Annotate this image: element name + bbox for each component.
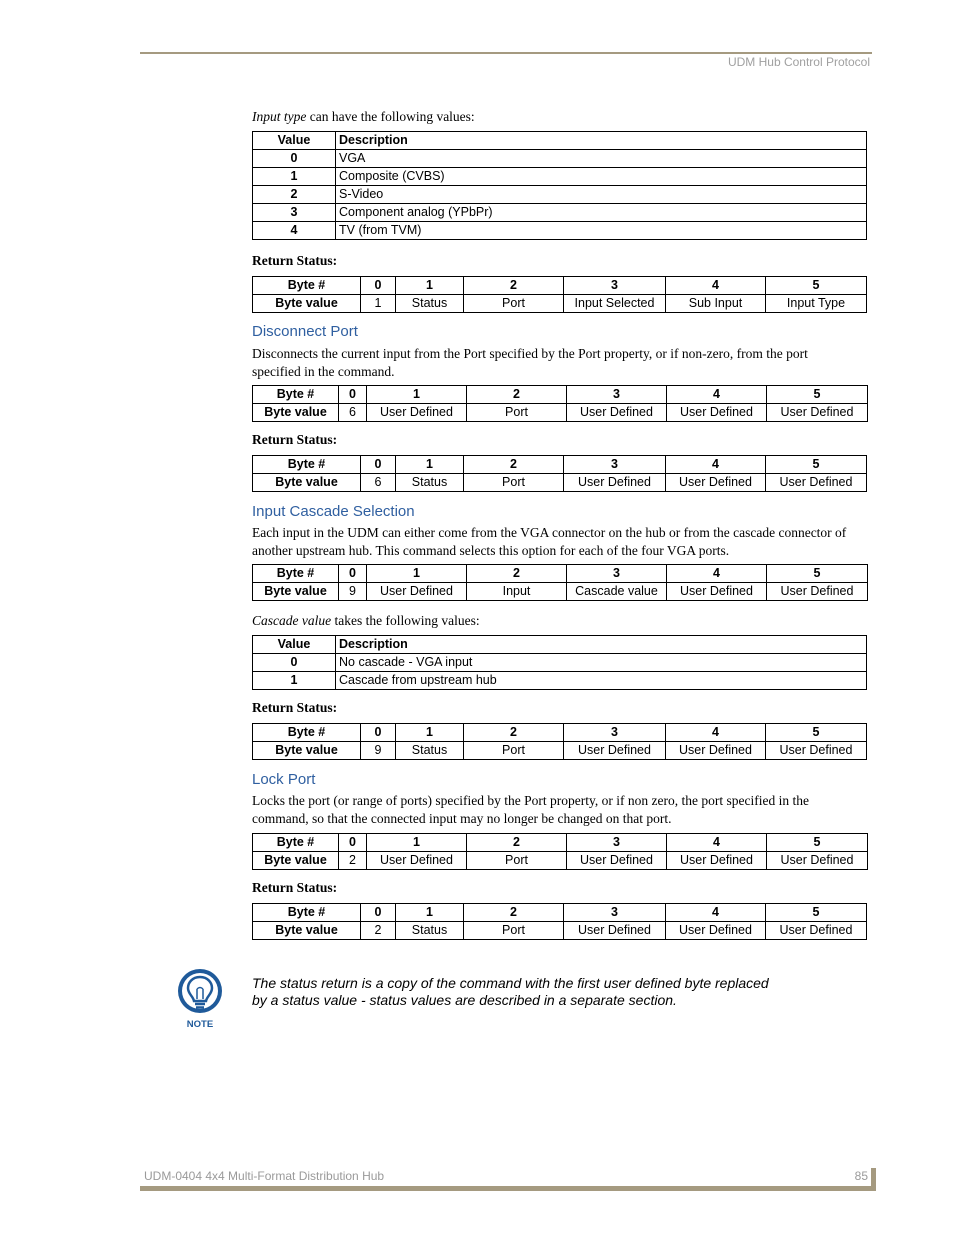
disconnect-description	[252, 345, 868, 380]
table-cell: 4	[666, 277, 766, 295]
byte-number-row	[253, 386, 868, 404]
header-rule	[140, 52, 872, 54]
table-cell: 5	[767, 565, 868, 583]
table-cell: 3	[567, 386, 667, 404]
table-cell: Sub Input	[666, 295, 766, 313]
table-row	[253, 186, 867, 204]
table-cell: User Defined	[766, 922, 867, 940]
table-cell: Byte value	[253, 474, 361, 492]
footer-rule	[140, 1186, 876, 1191]
table-cell: Byte #	[253, 724, 361, 742]
table-cell: 3	[564, 456, 666, 474]
cascade-value-table	[252, 635, 867, 690]
table-cell: S-Video	[336, 186, 867, 204]
cascade-command-table	[252, 564, 868, 601]
byte-value-row	[253, 295, 867, 313]
byte-value-row	[253, 404, 868, 422]
table-cell: No cascade - VGA input	[336, 654, 867, 672]
table-cell: 0	[339, 834, 367, 852]
table-cell: 2	[467, 834, 567, 852]
lightbulb-note-icon	[176, 968, 224, 1030]
table-cell: 3	[567, 834, 667, 852]
byte-number-row	[253, 565, 868, 583]
table-cell: User Defined	[666, 922, 766, 940]
table-cell: Byte #	[253, 904, 361, 922]
description-line: Each input in the UDM can either come from the VGA connector on the hub or from the cascade connector of	[252, 525, 847, 540]
header-title: UDM Hub Control Protocol	[727, 55, 870, 69]
table-cell: 1	[367, 386, 467, 404]
input-type-intro	[252, 108, 868, 126]
table-cell: Port	[467, 852, 567, 870]
table-cell: 1	[253, 672, 336, 690]
table-cell: 0	[361, 456, 396, 474]
byte-number-row	[253, 456, 867, 474]
table-cell: 3	[567, 565, 667, 583]
table-row	[253, 654, 867, 672]
table-cell: 0	[361, 724, 396, 742]
table-cell: 3	[564, 724, 666, 742]
table-cell: 1	[396, 724, 464, 742]
description-line: another upstream hub. This command selects this option for each of the four VGA ports.	[252, 542, 730, 558]
table-cell: User Defined	[766, 474, 867, 492]
table-cell: 4	[253, 222, 336, 240]
table-header-cell: Value	[253, 132, 336, 150]
table-header-row	[253, 636, 867, 654]
lock-return-table	[252, 903, 867, 940]
table-cell: 3	[564, 277, 666, 295]
table-cell: Status	[396, 295, 464, 313]
disconnect-return-table	[252, 455, 867, 492]
table-cell: Byte #	[253, 456, 361, 474]
table-cell: 4	[667, 565, 767, 583]
byte-value-row	[253, 583, 868, 601]
table-cell: Byte value	[253, 852, 339, 870]
lock-description	[252, 792, 868, 827]
table-cell: Port	[464, 295, 564, 313]
table-cell: User Defined	[666, 474, 766, 492]
table-cell: VGA	[336, 150, 867, 168]
table-cell: 3	[253, 204, 336, 222]
cascade-value-intro	[252, 612, 868, 630]
table-cell: Status	[396, 922, 464, 940]
input-type-term: Input type	[252, 109, 307, 124]
table-cell: 6	[361, 474, 396, 492]
table-cell: 5	[766, 904, 867, 922]
table-cell: 3	[564, 904, 666, 922]
table-cell: User Defined	[766, 742, 867, 760]
return-status-label: Return Status:	[252, 880, 338, 895]
input-type-table	[252, 131, 867, 240]
table-cell: TV (from TVM)	[336, 222, 867, 240]
note-line: by a status value - status values are described in a separate section.	[252, 992, 677, 1008]
table-cell: User Defined	[667, 583, 767, 601]
table-cell: Status	[396, 742, 464, 760]
table-cell: Byte value	[253, 922, 361, 940]
table-header-cell: Description	[336, 132, 867, 150]
table-cell: 0	[253, 654, 336, 672]
table-cell: 1	[396, 277, 464, 295]
description-line: Locks the port (or range of ports) specified by the Port property, or if non zero, the port specified in the	[252, 793, 809, 808]
footer-document-title: UDM-0404 4x4 Multi-Format Distribution Hub	[144, 1169, 385, 1183]
table-cell: Input	[467, 583, 567, 601]
table-cell: 2	[361, 922, 396, 940]
table-cell: Byte #	[253, 565, 339, 583]
note-line: The status return is a copy of the command with the first user defined byte replaced	[252, 975, 769, 991]
table-cell: Status	[396, 474, 464, 492]
table-cell: Port	[464, 474, 564, 492]
byte-number-row	[253, 834, 868, 852]
cascade-value-intro-rest: takes the following values:	[331, 613, 480, 628]
table-cell: 2	[464, 277, 564, 295]
table-cell: 2	[467, 386, 567, 404]
table-cell: 4	[667, 834, 767, 852]
return-status-table	[252, 276, 867, 313]
table-cell: 9	[361, 742, 396, 760]
table-cell: Component analog (YPbPr)	[336, 204, 867, 222]
table-cell: 5	[767, 386, 868, 404]
section-title-input-cascade: Input Cascade Selection	[252, 503, 415, 520]
return-status-label: Return Status:	[252, 700, 338, 715]
note-text	[252, 975, 812, 1009]
table-cell: 1	[253, 168, 336, 186]
table-cell: 0	[253, 150, 336, 168]
byte-value-row	[253, 742, 867, 760]
table-cell: Composite (CVBS)	[336, 168, 867, 186]
table-cell: 9	[339, 583, 367, 601]
description-line: specified in the command.	[252, 363, 395, 379]
table-cell: 2	[339, 852, 367, 870]
cascade-description	[252, 524, 868, 559]
table-cell: 0	[339, 386, 367, 404]
table-header-cell: Description	[336, 636, 867, 654]
table-cell: Input Selected	[564, 295, 666, 313]
table-cell: Byte value	[253, 404, 339, 422]
section-title-lock-port: Lock Port	[252, 771, 316, 788]
table-cell: Port	[464, 922, 564, 940]
table-cell: User Defined	[767, 404, 868, 422]
table-row	[253, 222, 867, 240]
table-row	[253, 168, 867, 186]
table-cell: 6	[339, 404, 367, 422]
table-cell: User Defined	[367, 404, 467, 422]
table-header-row	[253, 132, 867, 150]
table-cell: User Defined	[667, 404, 767, 422]
table-cell: 4	[666, 724, 766, 742]
table-cell: 1	[367, 834, 467, 852]
table-cell: 0	[361, 904, 396, 922]
description-line: Disconnects the current input from the Port specified by the Port property, or if non-zero, from the port	[252, 346, 808, 361]
table-cell: User Defined	[567, 852, 667, 870]
table-cell: 4	[666, 456, 766, 474]
table-cell: Byte value	[253, 295, 361, 313]
table-row	[253, 204, 867, 222]
table-cell: 5	[766, 277, 867, 295]
table-cell: Byte value	[253, 742, 361, 760]
table-cell: Byte #	[253, 277, 361, 295]
input-type-intro-rest: can have the following values:	[306, 109, 475, 124]
lock-command-table	[252, 833, 868, 870]
table-cell: User Defined	[767, 583, 868, 601]
table-cell: 2	[464, 724, 564, 742]
table-cell: Byte #	[253, 834, 339, 852]
disconnect-command-table	[252, 385, 868, 422]
table-cell: 1	[396, 904, 464, 922]
return-status-label: Return Status:	[252, 432, 338, 447]
table-cell: 0	[361, 277, 396, 295]
byte-value-row	[253, 474, 867, 492]
byte-value-row	[253, 852, 868, 870]
cascade-value-term: Cascade value	[252, 613, 332, 628]
table-row	[253, 672, 867, 690]
byte-number-row	[253, 277, 867, 295]
table-cell: 1	[396, 456, 464, 474]
table-cell: User Defined	[564, 474, 666, 492]
return-status-label: Return Status:	[252, 253, 338, 268]
table-cell: User Defined	[666, 742, 766, 760]
byte-number-row	[253, 724, 867, 742]
table-cell: 2	[464, 456, 564, 474]
table-cell: 0	[339, 565, 367, 583]
table-cell: User Defined	[667, 852, 767, 870]
table-cell: User Defined	[367, 583, 467, 601]
note-icon-label: NOTE	[186, 1019, 214, 1030]
table-cell: 1	[367, 565, 467, 583]
table-cell: User Defined	[567, 404, 667, 422]
table-cell: User Defined	[367, 852, 467, 870]
table-cell: 2	[467, 565, 567, 583]
table-cell: 1	[361, 295, 396, 313]
table-cell: Cascade from upstream hub	[336, 672, 867, 690]
table-cell: 2	[253, 186, 336, 204]
table-cell: Port	[464, 742, 564, 760]
table-cell: 5	[766, 456, 867, 474]
table-cell: Port	[467, 404, 567, 422]
table-cell: 4	[666, 904, 766, 922]
table-cell: Byte value	[253, 583, 339, 601]
table-header-cell: Value	[253, 636, 336, 654]
table-row	[253, 150, 867, 168]
table-cell: 5	[767, 834, 868, 852]
byte-number-row	[253, 904, 867, 922]
table-cell: 4	[667, 386, 767, 404]
table-cell: 5	[766, 724, 867, 742]
byte-value-row	[253, 922, 867, 940]
table-cell: 2	[464, 904, 564, 922]
table-cell: Byte #	[253, 386, 339, 404]
cascade-return-table	[252, 723, 867, 760]
section-title-disconnect-port: Disconnect Port	[252, 323, 358, 340]
table-cell: Input Type	[766, 295, 867, 313]
table-cell: User Defined	[767, 852, 868, 870]
table-cell: Cascade value	[567, 583, 667, 601]
page-number: 85	[854, 1169, 868, 1183]
table-cell: User Defined	[564, 922, 666, 940]
description-line: command, so that the connected input may no longer be changed on that port.	[252, 810, 672, 826]
table-cell: User Defined	[564, 742, 666, 760]
